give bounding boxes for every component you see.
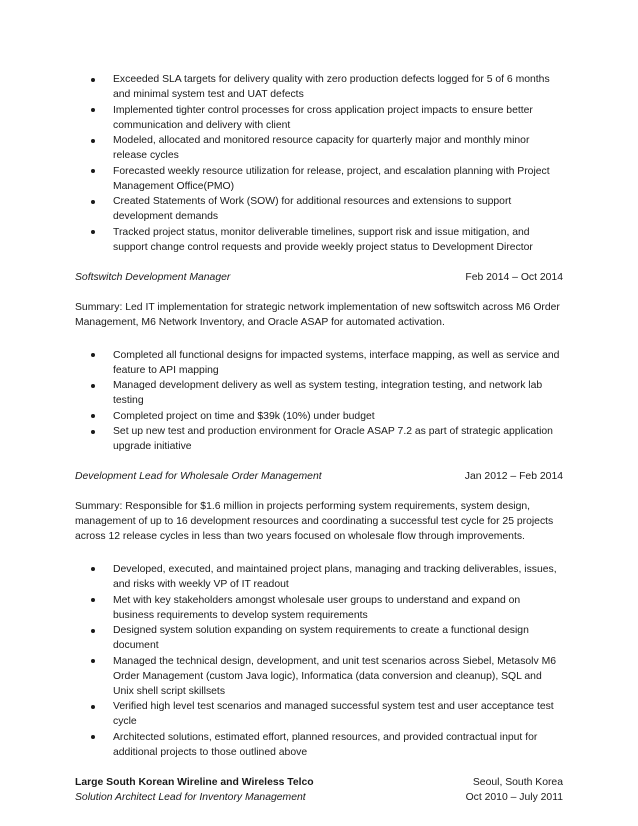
role-title: Solution Architect Lead for Inventory Management bbox=[75, 791, 306, 803]
list-item: Met with key stakeholders amongst wholesale user groups to understand and expand on business requirements to develop system requirements bbox=[75, 593, 563, 623]
role-summary: Summary: Responsible for $1.6 million in projects performing system requirements, system design, management of up to 16 development resources and coordinating a successful test cycle for 25 projects across 12 release cycles in less than two years focused on wholesale flow through improvements. bbox=[75, 500, 554, 542]
list-item: Set up new test and production environment for Oracle ASAP 7.2 as part of strategic application upgrade initiative bbox=[75, 424, 563, 454]
list-item: Forecasted weekly resource utilization for release, project, and escalation planning with Project Management Office(PMO) bbox=[75, 164, 563, 194]
telco-company-header bbox=[75, 775, 563, 790]
list-item: Exceeded SLA targets for delivery quality with zero production defects logged for 5 of 6 months and minimal system test and UAT defects bbox=[75, 72, 563, 102]
company-location: Seoul, South Korea bbox=[472, 776, 563, 788]
role-summary: Summary: Led IT implementation for strategic network implementation of new softswitch across M6 Order Management, M6 Network Inventory, and Oracle ASAP for automated activation. bbox=[75, 301, 560, 328]
softswitch-bullets bbox=[75, 348, 563, 455]
role-title: Softswitch Development Manager bbox=[75, 271, 231, 283]
role-dates: Jan 2012 – Feb 2014 bbox=[464, 470, 563, 482]
role-title: Development Lead for Wholesale Order Management bbox=[75, 470, 322, 482]
list-item: Tracked project status, monitor deliverable timelines, support risk and issue mitigation, and support change control requests and provide weekly project status to Development Director bbox=[75, 225, 563, 255]
list-item: Managed development delivery as well as system testing, integration testing, and network lab testing bbox=[75, 378, 563, 408]
telco-role-header bbox=[75, 790, 563, 805]
list-item: Managed the technical design, development, and unit test scenarios across Siebel, Metasolv M6 Order Management (custom Java logic), Informatica (data conversion and cleanup), SQL and Unix shell script skillsets bbox=[75, 654, 563, 699]
wholesale-role-header bbox=[75, 469, 563, 484]
list-item: Completed all functional designs for impacted systems, interface mapping, as well as service and feature to API mapping bbox=[75, 348, 563, 378]
list-item: Modeled, allocated and monitored resource capacity for quarterly major and monthly minor release cycles bbox=[75, 133, 563, 163]
list-item: Designed system solution expanding on system requirements to create a functional design document bbox=[75, 623, 563, 653]
role-dates: Feb 2014 – Oct 2014 bbox=[465, 271, 563, 283]
first-bullets bbox=[75, 72, 563, 255]
company-name: Large South Korean Wireline and Wireless Telco bbox=[75, 776, 314, 788]
list-item: Created Statements of Work (SOW) for additional resources and extensions to support development demands bbox=[75, 194, 563, 224]
softswitch-role-header bbox=[75, 270, 563, 285]
role-dates: Oct 2010 – July 2011 bbox=[465, 791, 563, 803]
list-item: Architected solutions, estimated effort, planned resources, and provided contractual input for additional projects to those outlined above bbox=[75, 730, 563, 760]
list-item: Completed project on time and $39k (10%) under budget bbox=[75, 409, 563, 424]
list-item: Implemented tighter control processes for cross application project impacts to ensure better communication and delivery with client bbox=[75, 103, 563, 133]
list-item: Verified high level test scenarios and managed successful system test and user acceptance test cycle bbox=[75, 699, 563, 729]
list-item: Developed, executed, and maintained project plans, managing and tracking deliverables, issues, and risks with weekly VP of IT readout bbox=[75, 562, 563, 592]
wholesale-bullets bbox=[75, 562, 563, 760]
